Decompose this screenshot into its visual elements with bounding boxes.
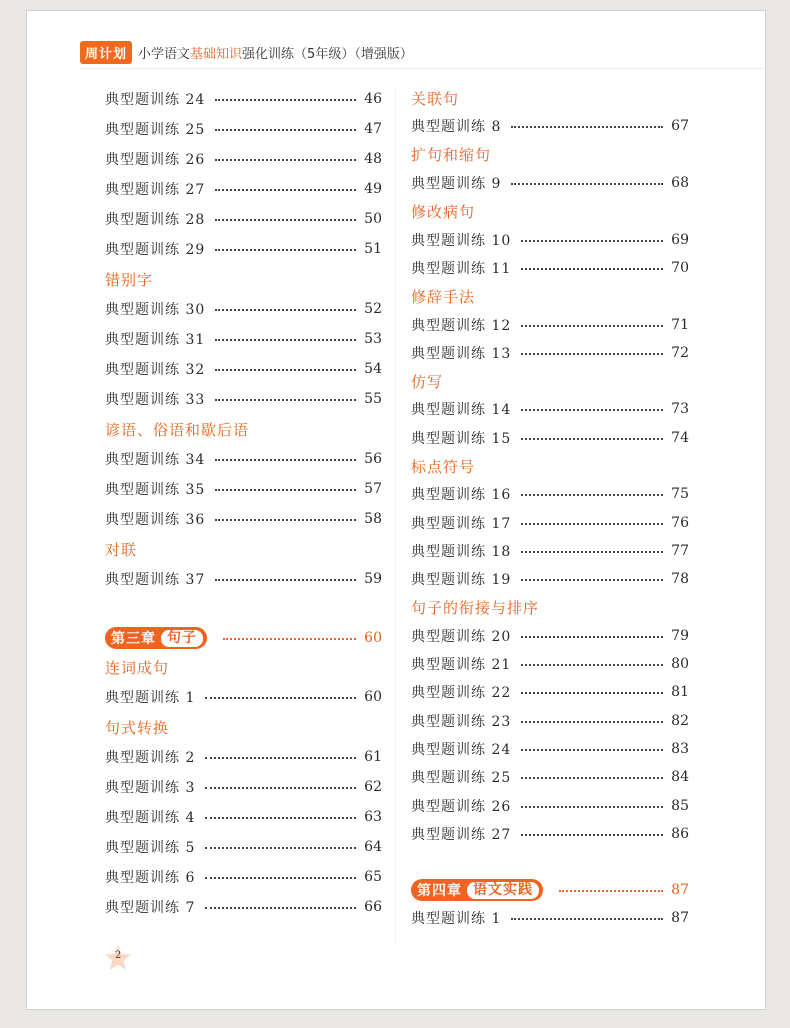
toc-group <box>105 444 382 534</box>
book-title-prefix: 小学语文 <box>138 46 191 62</box>
toc-entry-page: 76 <box>671 514 689 531</box>
dot-leader <box>215 579 356 581</box>
toc-entry[interactable] <box>411 254 689 282</box>
spacer <box>105 594 382 624</box>
toc-entry[interactable] <box>105 354 382 384</box>
toc-entry[interactable] <box>411 735 689 763</box>
dot-leader <box>521 353 663 355</box>
toc-entry-page: 87 <box>671 910 689 927</box>
toc-entry-page: 82 <box>671 712 689 729</box>
toc-entry[interactable] <box>411 169 689 197</box>
dot-leader <box>215 189 356 191</box>
toc-entry-label: 典型题训练 12 <box>411 317 512 334</box>
toc-entry-label: 典型题训练 23 <box>411 713 512 730</box>
toc-entry[interactable] <box>105 892 382 922</box>
dot-leader <box>521 494 663 496</box>
toc-entry[interactable] <box>105 682 382 712</box>
toc-entry[interactable] <box>411 707 689 735</box>
toc-entry-page: 47 <box>364 121 382 137</box>
toc-group <box>411 310 689 367</box>
toc-entry-page: 71 <box>671 316 689 333</box>
dot-leader <box>215 309 356 311</box>
header-divider <box>80 68 766 69</box>
toc-entry-page: 58 <box>364 511 382 527</box>
toc-group <box>105 742 382 922</box>
toc-entry-label: 典型题训练 11 <box>411 260 512 277</box>
toc-entry[interactable] <box>411 225 689 253</box>
dot-leader <box>511 918 663 920</box>
toc-entry-label: 典型题训练 21 <box>411 657 512 674</box>
toc-entry-label: 典型题训练 7 <box>105 900 196 916</box>
toc-entry-label: 典型题训练 5 <box>105 840 196 856</box>
book-title-suffix: 强化训练（5年级）（增强版） <box>242 46 413 62</box>
toc-entry-label: 典型题训练 3 <box>105 780 196 796</box>
toc-entry[interactable] <box>411 508 689 536</box>
toc-entry[interactable] <box>411 565 689 593</box>
section-heading: 扩句和缩句 <box>411 146 492 165</box>
toc-entry[interactable] <box>105 504 382 534</box>
toc-entry-page: 56 <box>364 451 382 467</box>
toc-entry[interactable] <box>105 384 382 414</box>
chapter-title: 语文实践 <box>466 881 540 900</box>
brand-logo: 周计划 <box>80 41 132 64</box>
dot-leader <box>205 757 356 759</box>
toc-entry[interactable] <box>105 772 382 802</box>
dot-leader <box>223 638 356 640</box>
dot-leader <box>521 409 663 411</box>
toc-entry[interactable] <box>105 474 382 504</box>
toc-entry-label: 典型题训练 26 <box>411 798 512 815</box>
toc-left-column <box>105 84 382 922</box>
toc-entry-page: 70 <box>671 259 689 276</box>
toc-entry[interactable] <box>411 763 689 791</box>
toc-entry[interactable] <box>105 234 382 264</box>
section-heading: 句式转换 <box>105 718 170 737</box>
dot-leader <box>521 664 663 666</box>
toc-entry[interactable] <box>105 174 382 204</box>
dot-leader <box>521 749 663 751</box>
toc-entry-label: 典型题训练 16 <box>411 487 512 504</box>
toc-entry-label: 典型题训练 25 <box>411 770 512 787</box>
toc-entry-label: 典型题训练 20 <box>411 628 512 645</box>
section-heading: 对联 <box>105 540 138 559</box>
toc-entry[interactable] <box>105 204 382 234</box>
dot-leader <box>521 240 663 242</box>
dot-leader <box>511 126 663 128</box>
toc-entry[interactable] <box>105 114 382 144</box>
toc-entry[interactable] <box>105 144 382 174</box>
dot-leader <box>205 907 356 909</box>
toc-entry[interactable] <box>105 832 382 862</box>
toc-entry-label: 典型题训练 4 <box>105 810 196 826</box>
dot-leader <box>215 99 356 101</box>
toc-entry-label: 典型题训练 34 <box>105 452 206 468</box>
toc-entry-page: 80 <box>671 656 689 673</box>
section-heading: 错别字 <box>105 270 154 289</box>
toc-entry-page: 75 <box>671 486 689 503</box>
dot-leader <box>521 777 663 779</box>
toc-entry[interactable] <box>105 84 382 114</box>
toc-group <box>411 395 689 452</box>
dot-leader <box>205 817 356 819</box>
toc-entry-page: 81 <box>671 684 689 701</box>
chapter-number: 第三章 <box>111 631 156 647</box>
dot-leader <box>521 834 663 836</box>
toc-right-column <box>411 84 689 932</box>
dot-leader <box>215 129 356 131</box>
toc-entry[interactable] <box>105 444 382 474</box>
dot-leader <box>521 523 663 525</box>
toc-entry-page: 50 <box>364 211 382 227</box>
toc-group <box>105 564 382 594</box>
toc-entry-page: 49 <box>364 181 382 197</box>
toc-entry-label: 典型题训练 28 <box>105 212 206 228</box>
toc-entry[interactable] <box>411 650 689 678</box>
dot-leader <box>521 268 663 270</box>
section-heading: 谚语、俗语和歇后语 <box>105 420 250 439</box>
toc-entry[interactable] <box>411 395 689 423</box>
toc-entry[interactable] <box>411 791 689 819</box>
toc-entry-page: 86 <box>671 825 689 842</box>
toc-entry-page: 57 <box>364 481 382 497</box>
toc-entry[interactable] <box>105 564 382 594</box>
dot-leader <box>521 721 663 723</box>
toc-entry-page: 72 <box>671 344 689 361</box>
section-heading: 标点符号 <box>411 457 476 476</box>
dot-leader <box>215 219 356 221</box>
toc-entry-label: 典型题训练 1 <box>411 911 502 928</box>
toc-group <box>411 622 689 848</box>
dot-leader <box>205 877 356 879</box>
toc-entry-label: 典型题训练 9 <box>411 176 502 193</box>
toc-entry-label: 典型题训练 29 <box>105 242 206 258</box>
toc-entry-label: 典型题训练 37 <box>105 572 206 588</box>
toc-entry-page: 78 <box>671 571 689 588</box>
toc-group <box>411 904 689 932</box>
toc-entry-page: 74 <box>671 429 689 446</box>
chapter-heading-3[interactable] <box>105 624 382 652</box>
dot-leader <box>215 489 356 491</box>
section-heading: 句子的衔接与排序 <box>411 598 540 617</box>
toc-entry[interactable] <box>105 862 382 892</box>
toc-entry-label: 典型题训练 6 <box>105 870 196 886</box>
dot-leader <box>511 183 663 185</box>
toc-entry[interactable] <box>411 820 689 848</box>
dot-leader <box>205 847 356 849</box>
toc-entry-page: 54 <box>364 361 382 377</box>
toc-entry-page: 83 <box>671 740 689 757</box>
chapter-heading-4[interactable] <box>411 876 689 904</box>
dot-leader <box>205 697 356 699</box>
toc-entry-page: 46 <box>364 91 382 107</box>
toc-entry-page: 55 <box>364 391 382 407</box>
toc-entry-label: 典型题训练 15 <box>411 430 512 447</box>
toc-entry-page: 65 <box>364 869 382 885</box>
dot-leader <box>521 438 663 440</box>
toc-group <box>411 169 689 197</box>
toc-entry[interactable] <box>105 294 382 324</box>
dot-leader <box>215 399 356 401</box>
dot-leader <box>215 249 356 251</box>
toc-entry-label: 典型题训练 33 <box>105 392 206 408</box>
toc-entry[interactable] <box>411 622 689 650</box>
chapter-page-number: 60 <box>364 630 382 646</box>
toc-entry-label: 典型题训练 27 <box>105 182 206 198</box>
section-heading: 修辞手法 <box>411 287 476 306</box>
toc-entry[interactable] <box>105 324 382 354</box>
toc-entry-label: 典型题训练 1 <box>105 690 196 706</box>
toc-entry-label: 典型题训练 13 <box>411 345 512 362</box>
toc-entry-label: 典型题训练 35 <box>105 482 206 498</box>
toc-entry-label: 典型题训练 2 <box>105 750 196 766</box>
toc-entry-page: 48 <box>364 151 382 167</box>
chapter-title: 句子 <box>160 629 204 648</box>
toc-entry-label: 典型题训练 19 <box>411 572 512 589</box>
dot-leader <box>521 325 663 327</box>
toc-entry-label: 典型题训练 22 <box>411 685 512 702</box>
column-divider <box>395 90 396 945</box>
dot-leader <box>215 459 356 461</box>
toc-entry-page: 73 <box>671 401 689 418</box>
spacer <box>411 848 689 876</box>
dot-leader <box>215 519 356 521</box>
dot-leader <box>521 636 663 638</box>
toc-entry[interactable] <box>411 537 689 565</box>
dot-leader <box>215 369 356 371</box>
chapter-page-number: 87 <box>671 882 689 899</box>
toc-entry-label: 典型题训练 24 <box>411 741 512 758</box>
toc-entry-page: 51 <box>364 241 382 257</box>
book-title <box>138 43 413 62</box>
toc-entry-label: 典型题训练 24 <box>105 92 206 108</box>
toc-entry-label: 典型题训练 25 <box>105 122 206 138</box>
toc-entry-page: 67 <box>671 118 689 135</box>
page-number-badge <box>104 944 132 972</box>
toc-entry[interactable] <box>411 480 689 508</box>
toc-entry-page: 66 <box>364 899 382 915</box>
dot-leader <box>521 579 663 581</box>
chapter-number: 第四章 <box>417 883 462 900</box>
toc-entry-page: 61 <box>364 749 382 765</box>
page-number: 2 <box>114 950 122 961</box>
toc-entry-label: 典型题训练 10 <box>411 232 512 249</box>
toc-entry[interactable] <box>411 424 689 452</box>
toc-group <box>411 112 689 140</box>
page-header <box>80 41 413 63</box>
toc-entry-label: 典型题训练 14 <box>411 402 512 419</box>
toc-entry[interactable] <box>105 742 382 772</box>
dot-leader <box>521 692 663 694</box>
toc-entry-label: 典型题训练 8 <box>411 119 502 136</box>
toc-entry-page: 77 <box>671 542 689 559</box>
toc-entry[interactable] <box>411 310 689 338</box>
toc-entry-page: 64 <box>364 839 382 855</box>
toc-entry[interactable] <box>411 904 689 932</box>
dot-leader <box>521 806 663 808</box>
toc-entry-page: 52 <box>364 301 382 317</box>
chapter-badge <box>411 879 543 901</box>
toc-entry-label: 典型题训练 17 <box>411 515 512 532</box>
toc-entry-label: 典型题训练 32 <box>105 362 206 378</box>
toc-entry-page: 53 <box>364 331 382 347</box>
toc-entry[interactable] <box>411 678 689 706</box>
dot-leader <box>215 159 356 161</box>
toc-entry-page: 68 <box>671 175 689 192</box>
dot-leader <box>521 551 663 553</box>
toc-entry-page: 59 <box>364 571 382 587</box>
toc-group <box>105 294 382 414</box>
toc-entry-page: 62 <box>364 779 382 795</box>
section-heading: 关联句 <box>411 89 460 108</box>
toc-group <box>105 84 382 264</box>
toc-group <box>105 682 382 712</box>
toc-entry-page: 60 <box>364 689 382 705</box>
toc-entry-page: 63 <box>364 809 382 825</box>
toc-entry[interactable] <box>411 339 689 367</box>
toc-entry-label: 典型题训练 27 <box>411 826 512 843</box>
toc-entry-label: 典型题训练 30 <box>105 302 206 318</box>
toc-group <box>411 225 689 282</box>
toc-entry[interactable] <box>105 802 382 832</box>
toc-entry[interactable] <box>411 112 689 140</box>
toc-entry-page: 69 <box>671 231 689 248</box>
dot-leader <box>559 890 663 892</box>
toc-entry-label: 典型题训练 36 <box>105 512 206 528</box>
toc-entry-page: 84 <box>671 769 689 786</box>
toc-entry-page: 85 <box>671 797 689 814</box>
toc-entry-page: 79 <box>671 627 689 644</box>
toc-group <box>411 480 689 593</box>
section-heading: 连词成句 <box>105 658 170 677</box>
toc-entry-label: 典型题训练 31 <box>105 332 206 348</box>
dot-leader <box>215 339 356 341</box>
section-heading: 修改病句 <box>411 202 476 221</box>
book-title-highlight: 基础知识 <box>190 46 243 62</box>
toc-entry-label: 典型题训练 26 <box>105 152 206 168</box>
chapter-badge <box>105 627 207 649</box>
toc-entry-label: 典型题训练 18 <box>411 543 512 560</box>
dot-leader <box>205 787 356 789</box>
section-heading: 仿写 <box>411 372 444 391</box>
